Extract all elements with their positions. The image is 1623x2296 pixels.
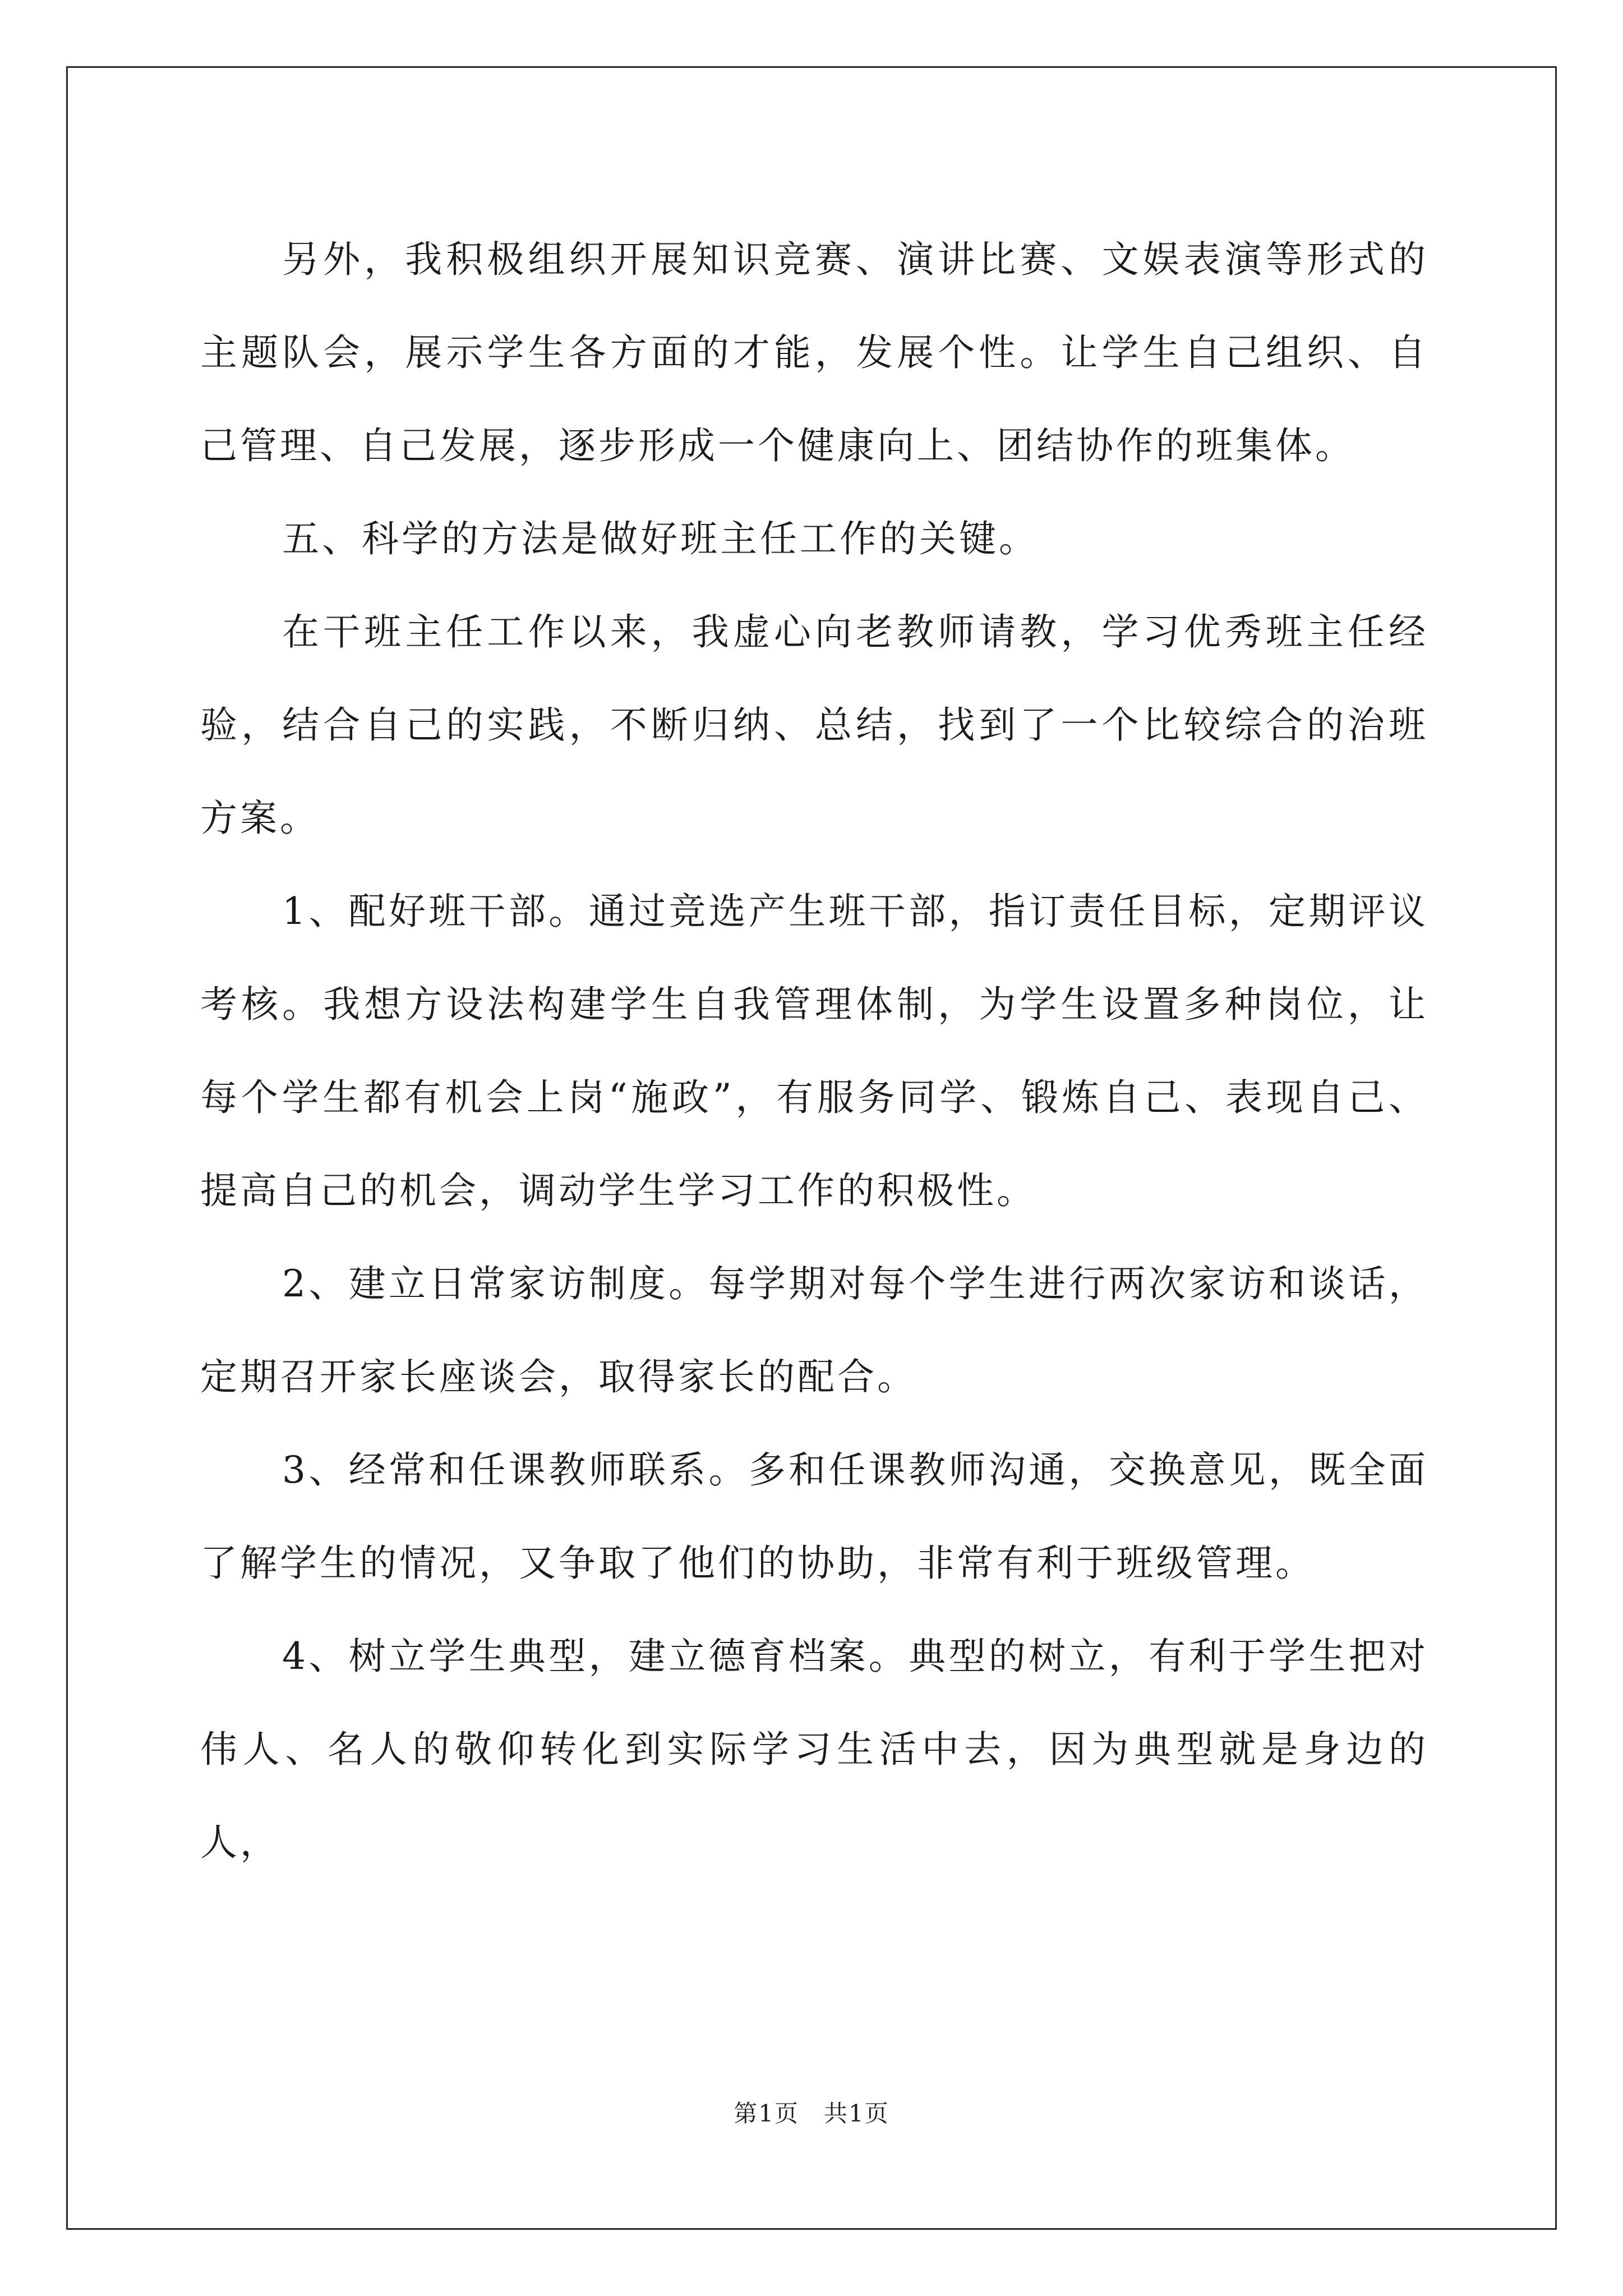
paragraph: 另外，我积极组织开展知识竞赛、演讲比赛、文娱表演等形式的主题队会，展示学生各方面的才能，发展个性。让学生自己组织、自己管理、自己发展，逐步形成一个健康向上、团结协作的班集体。	[200, 238, 1428, 467]
paragraph: 在干班主任工作以来，我虚心向老教师请教，学习优秀班主任经验，结合自己的实践，不断归纳、总结，找到了一个比较综合的治班方案。	[200, 610, 1428, 840]
list-item: 2、建立日常家访制度。每学期对每个学生进行两次家访和谈话，定期召开家长座谈会，取得家长的配合。	[200, 1262, 1428, 1398]
list-item: 3、经常和任课教师联系。多和任课教师沟通，交换意见，既全面了解学生的情况，又争取了他们的协助，非常有利于班级管理。	[200, 1448, 1428, 1585]
section-heading: 五、科学的方法是做好班主任工作的关键。	[282, 517, 1039, 560]
document-body	[200, 213, 1428, 1889]
list-item: 4、树立学生典型，建立德育档案。典型的树立，有利于学生把对伟人、名人的敬仰转化到实际学习生活中去，因为典型就是身边的人，	[200, 1635, 1428, 1864]
page-footer: 第1页 共1页	[734, 2100, 889, 2127]
list-item: 1、配好班干部。通过竞选产生班干部，指订责任目标，定期评议考核。我想方设法构建学生自我管理体制，为学生设置多种岗位，让每个学生都有机会上岗“施政”，有服务同学、锻炼自己、表现自己、提高自己的机会，调动学生学习工作的积极性。	[200, 890, 1428, 1212]
